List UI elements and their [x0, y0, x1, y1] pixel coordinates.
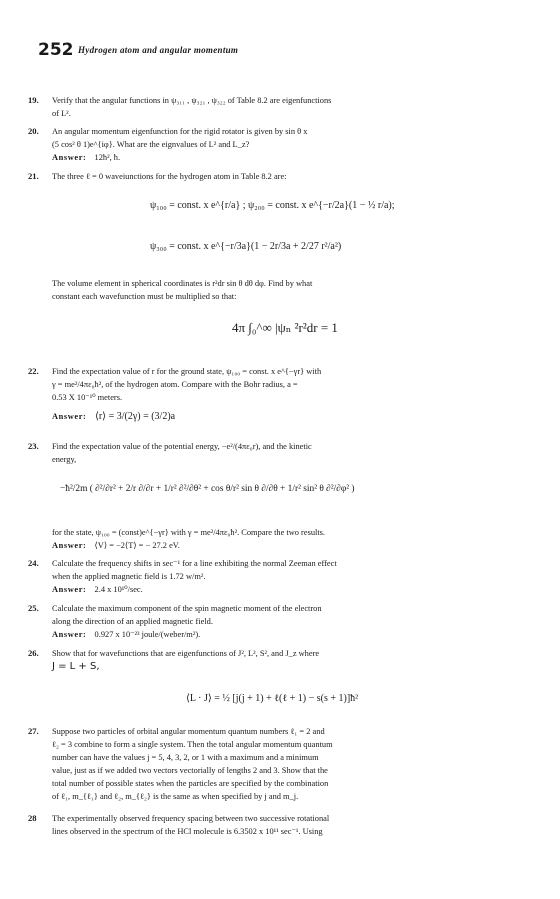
- problem-text: 0.53 X 10⁻¹⁰ meters.: [52, 393, 123, 402]
- problem-text: ℓ₂ = 3 combine to form a single system. Then the total angular momentum quantum: [52, 740, 333, 749]
- problem-28: [28, 812, 524, 838]
- problem-21-continued: [52, 277, 524, 303]
- equation-21b: ψ₃₀₀ = const. x e^{−r/3a}(1 − 2r/3a + 2/27 r²/a²): [150, 241, 342, 252]
- problem-text: Verify that the angular functions in ψ₃₁₁ , ψ₃₂₁ , ψ₃₂₂ of Table 8.2 are eigenfunctions: [52, 96, 332, 105]
- equation-21a: ψ₁₀₀ = const. x e^{r/a} ; ψ₂₀₀ = const. x e^{−r/2a}(1 − ½ r/a);: [150, 200, 395, 211]
- answer-line: [52, 539, 524, 552]
- problem-number: 23.: [28, 441, 39, 451]
- problem-text: Calculate the maximum component of the spin magnetic moment of the electron: [52, 604, 322, 613]
- answer-label: Answer:: [52, 630, 87, 639]
- problem-27: [28, 725, 524, 803]
- problem-text: value, just as if we added two vectors vectorially of lengths 2 and 3. Show that the: [52, 766, 328, 775]
- problem-21: [28, 170, 524, 183]
- answer-value: ⟨V⟩ = −2⟨T⟩ = − 27.2 eV.: [94, 541, 180, 550]
- equation-26: ⟨L · J⟩ = ½ [j(j + 1) + ℓ(ℓ + 1) − s(s + 1)]ħ²: [186, 693, 359, 704]
- problem-text: for the state, ψ₁₀₀ = (const)e^{−γr} with γ = me²/4πε₀ħ². Compare the two results.: [52, 528, 326, 537]
- answer-line: [52, 151, 524, 164]
- answer-value: 0.927 x 10⁻²³ joule/(weber/m²).: [94, 630, 201, 639]
- answer-line: [52, 628, 524, 641]
- problem-text: The volume element in spherical coordinates is r²dr sin θ dθ dφ. Find by what: [52, 279, 313, 288]
- problem-text: Show that for wavefunctions that are eigenfunctions of J², L², S², and J_z where: [52, 649, 320, 658]
- answer-label: Answer:: [52, 153, 87, 162]
- problem-text: along the direction of an applied magnetic field.: [52, 617, 213, 626]
- problem-19: [28, 94, 524, 120]
- answer-line: [52, 410, 524, 423]
- problem-text: An angular momentum eigenfunction for the rigid rotator is given by sin θ x: [52, 127, 308, 136]
- problem-25: [28, 602, 524, 641]
- running-title: Hydrogen atom and angular momentum: [78, 45, 239, 55]
- problem-text: The three ℓ = 0 waveiunctions for the hydrogen atom in Table 8.2 are:: [52, 172, 287, 181]
- problem-number: 24.: [28, 558, 39, 568]
- problem-text: number can have the values j = 5, 4, 3, 2, or 1 with a maximum and a minimum: [52, 753, 319, 762]
- problem-23-continued: [52, 526, 524, 552]
- problem-text: Calculate the frequency shifts in sec⁻¹ for a line exhibiting the normal Zeeman effect: [52, 559, 337, 568]
- equation-23: −ħ²/2m ( ∂²/∂r² + 2/r ∂/∂r + 1/r² ∂²/∂θ² + cos θ/r² sin θ ∂/∂θ + 1/r² sin² θ ∂²/∂φ² ): [60, 484, 355, 494]
- problem-number: 22.: [28, 366, 39, 376]
- problem-number: 21.: [28, 171, 39, 181]
- answer-value: 2.4 x 10¹⁰/sec.: [94, 585, 143, 594]
- problem-text: total number of possible states when the particles are specified by the combination: [52, 779, 329, 788]
- problem-24: [28, 557, 524, 596]
- problem-text: The experimentally observed frequency spacing between two successive rotational: [52, 814, 330, 823]
- problem-text: lines observed in the spectrum of the HCl molecule is 6.3502 x 10¹¹ sec⁻¹. Using: [52, 827, 323, 836]
- answer-label: Answer:: [52, 541, 87, 550]
- problem-text: when the applied magnetic field is 1.72 w/m².: [52, 572, 206, 581]
- problem-number: 25.: [28, 603, 39, 613]
- problem-text: constant each wavefunction must be multiplied so that:: [52, 292, 237, 301]
- problem-text: Find the expectation value of the potential energy, −e²/(4πε₀r), and the kinetic: [52, 442, 312, 451]
- answer-label: Answer:: [52, 585, 87, 594]
- problem-text: (5 cos² θ 1)e^{iφ}. What are the eignvalues of L² and L_z?: [52, 140, 250, 149]
- page-header: [38, 40, 528, 62]
- problem-text: γ = me²/4πε₀ħ², of the hydrogen atom. Compare with the Bohr radius, a =: [52, 380, 298, 389]
- equation-21c: 4π ∫₀^∞ |ψₙ ²r²dr = 1: [232, 320, 338, 335]
- page-number: 252: [38, 40, 74, 60]
- problem-text: energy,: [52, 455, 77, 464]
- problem-20: [28, 125, 524, 164]
- problem-text: Suppose two particles of orbital angular momentum quantum numbers ℓ₁ = 2 and: [52, 727, 325, 736]
- answer-label: Answer:: [52, 412, 87, 421]
- problem-text: J = L + S,: [52, 661, 100, 672]
- problem-number: 20.: [28, 126, 39, 136]
- answer-line: [52, 583, 524, 596]
- problem-text: Find the expectation value of r for the ground state, ψ₁₀₀ = const. x e^{−γr} with: [52, 367, 322, 376]
- problem-text: of ℓ₁, m_{ℓ₁} and ℓ₂, m_{ℓ₂} is the same as when specified by j and m_j.: [52, 792, 299, 801]
- problem-number: 19.: [28, 95, 39, 105]
- problem-number: 27.: [28, 726, 39, 736]
- problem-number: 26.: [28, 648, 39, 658]
- problem-text: of L².: [52, 109, 71, 118]
- problem-23: [28, 440, 524, 466]
- problem-number: 28: [28, 813, 37, 823]
- answer-value: 12ħ², ħ.: [94, 153, 121, 162]
- problem-22: [28, 365, 524, 423]
- answer-value: ⟨r⟩ = 3/(2γ) = (3/2)a: [94, 411, 176, 422]
- problem-26: [28, 647, 524, 673]
